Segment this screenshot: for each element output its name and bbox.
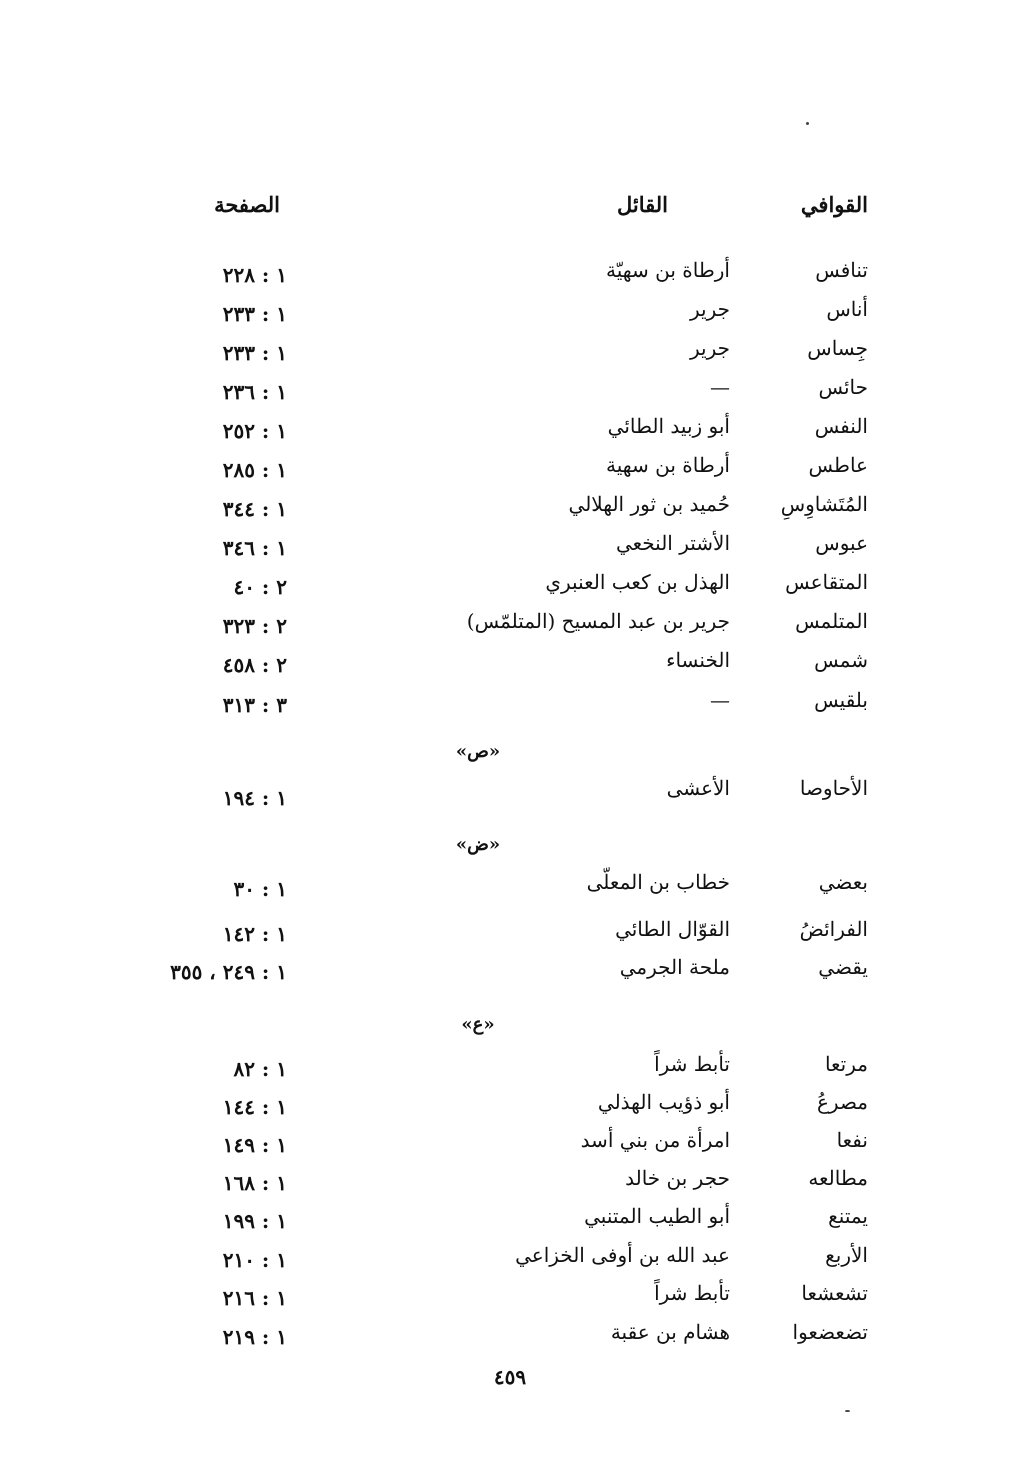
page-ref: ٢ : ٤٠ [233, 575, 287, 599]
page-ref: ١ : ١٤٩ [222, 1133, 287, 1157]
page-ref: ٣ : ٣١٣ [222, 693, 287, 717]
speaker: تأبط شراً [654, 1281, 730, 1305]
print-speck [806, 122, 809, 125]
page-ref: ١ : ٢٣٦ [222, 380, 287, 404]
page-ref: ٢ : ٣٢٣ [222, 614, 287, 638]
speaker: أبو الطيب المتنبي [584, 1204, 730, 1228]
speaker: جرير بن عبد المسيح (المتلمّس) [466, 609, 730, 633]
speaker: أرطاة بن سهيّة [606, 258, 730, 282]
page-ref: ١ : ٣٤٦ [222, 536, 287, 560]
page-ref: ١ : ١٤٢ [222, 922, 287, 946]
speaker: أبو زبيد الطائي [607, 414, 730, 438]
rhyme: جِساس [807, 336, 868, 360]
rhyme: تشعشعا [801, 1281, 868, 1305]
rhyme: يقضي [818, 955, 868, 979]
page-ref: ١ : ٢٣٣ [222, 302, 287, 326]
speaker: جرير [690, 336, 730, 360]
rhyme: مطالعه [808, 1166, 868, 1190]
rhyme: المتلمس [795, 609, 868, 633]
page-number: ٤٥٩ [493, 1365, 527, 1389]
page-ref: ١ : ٣٤٤ [222, 497, 287, 521]
page-ref: ١ : ١٤٤ [222, 1095, 287, 1119]
header-rhymes: القوافي [800, 192, 868, 217]
page-ref: ١ : ١٩٩ [222, 1209, 287, 1233]
rhyme: أناس [826, 297, 868, 321]
page-ref: ١ : ٨٢ [233, 1057, 287, 1081]
page-ref: ٢ : ٤٥٨ [222, 653, 287, 677]
rhyme: الأحاوصا [799, 776, 868, 800]
page-ref: ١ : ٢٢٨ [222, 263, 287, 287]
speaker: حُميد بن ثور الهلالي [568, 492, 730, 516]
rhyme: مرتعا [824, 1052, 868, 1076]
page-ref: ١ : ٢١٦ [222, 1286, 287, 1310]
rhyme: الفرائضُ [799, 917, 868, 941]
speaker: امرأة من بني أسد [580, 1128, 730, 1152]
page-ref: ١ : ٢٤٩ ، ٣٥٥ [170, 960, 287, 984]
page-ref: ١ : ٢١٠ [222, 1248, 287, 1272]
rhyme: نفعا [836, 1128, 868, 1152]
speaker: أرطاة بن سهية [606, 453, 730, 477]
header-speaker: القائل [616, 192, 668, 217]
rhyme: عبوس [815, 531, 868, 555]
speaker: الأعشى [666, 776, 730, 800]
rhyme: النفس [814, 414, 868, 438]
rhyme: المُتَشاوِسِ [780, 492, 868, 516]
rhyme: تنافس [815, 258, 868, 282]
speaker: الخنساء [666, 648, 730, 672]
print-speck [845, 1410, 850, 1412]
page-ref: ١ : ٢٨٥ [222, 458, 287, 482]
speaker: تأبط شراً [654, 1052, 730, 1076]
rhyme: يمتنع [828, 1204, 868, 1228]
speaker: جرير [690, 297, 730, 321]
rhyme: مصرعُ [816, 1090, 868, 1114]
rhyme: المتقاعس [785, 570, 868, 594]
rhyme: عاطس [808, 453, 868, 477]
rhyme: الأربع [825, 1243, 868, 1267]
speaker: خطاب بن المعلّى [586, 870, 730, 894]
rhyme: شمس [814, 648, 868, 672]
page-ref: ١ : ١٦٨ [222, 1171, 287, 1195]
header-page: الصفحة [214, 192, 280, 217]
section-heading: «ص» [455, 741, 501, 762]
speaker: — [710, 375, 730, 399]
speaker: الهذل بن كعب العنبري [545, 570, 730, 594]
page-ref: ١ : ٢٣٣ [222, 341, 287, 365]
speaker: — [710, 688, 730, 712]
speaker: هشام بن عقبة [610, 1320, 730, 1344]
speaker: أبو ذؤيب الهذلي [597, 1090, 730, 1114]
page-ref: ١ : ٢١٩ [222, 1325, 287, 1349]
section-heading: «ض» [455, 834, 501, 855]
rhyme: بلقيس [814, 688, 868, 712]
speaker: حجر بن خالد [625, 1166, 730, 1190]
speaker: عبد الله بن أوفى الخزاعي [515, 1243, 730, 1267]
rhyme: حائس [818, 375, 868, 399]
speaker: الأشتر النخعي [615, 531, 730, 555]
rhyme: تضعضعوا [792, 1320, 868, 1344]
section-heading: «ع» [461, 1014, 495, 1035]
page-ref: ١ : ١٩٤ [222, 786, 287, 810]
rhyme: بعضي [818, 870, 868, 894]
page-ref: ١ : ٣٠ [233, 877, 287, 901]
speaker: القوّال الطائي [615, 917, 730, 941]
speaker: ملحة الجرمي [619, 955, 730, 979]
page-ref: ١ : ٢٥٢ [222, 419, 287, 443]
